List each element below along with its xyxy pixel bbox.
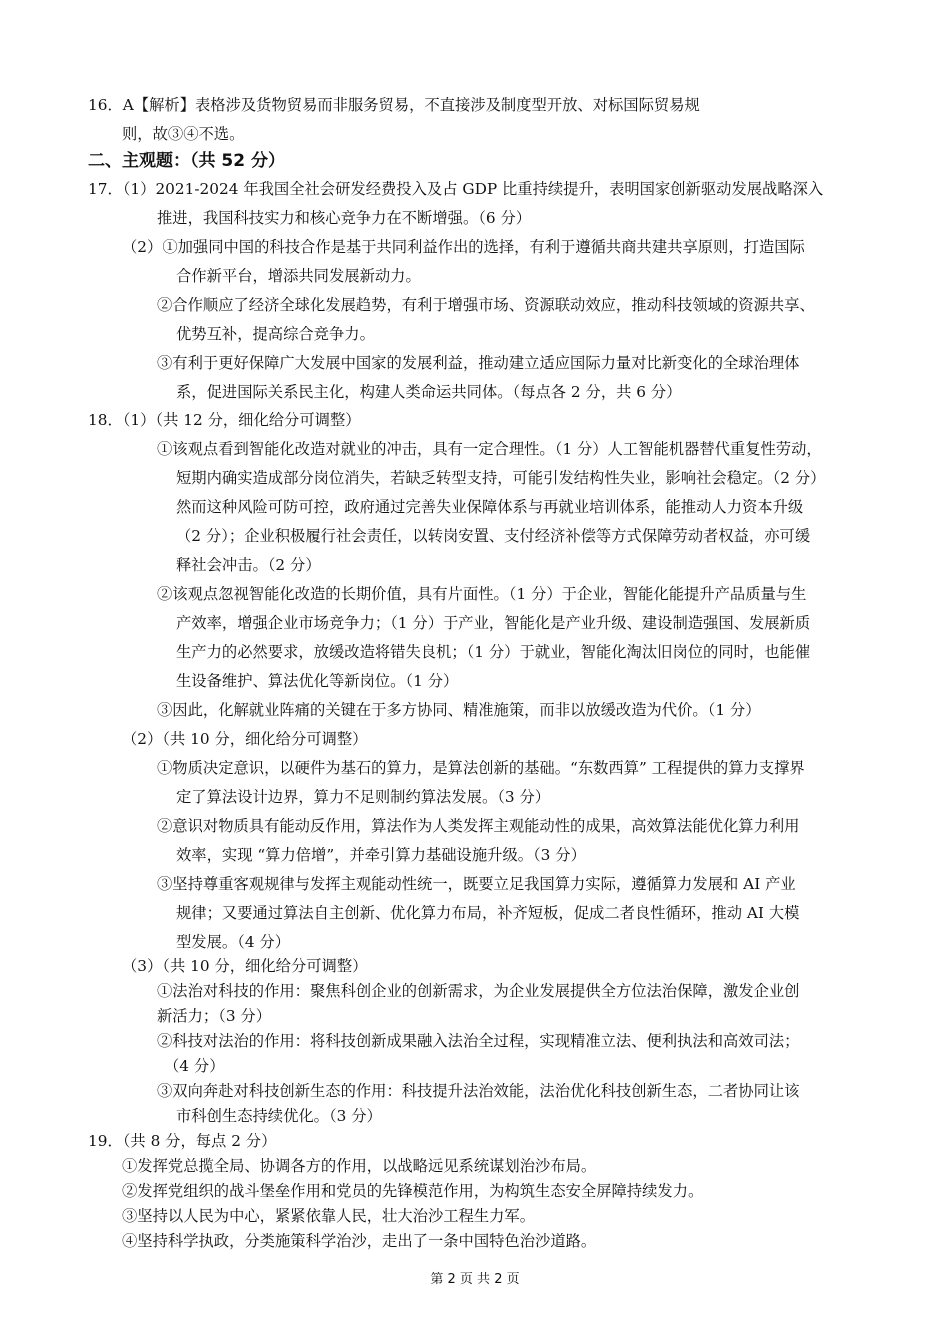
q19-line-3: ③坚持以人民为中心，紧紧依靠人民，壮大治沙工程生力军。 — [122, 1207, 536, 1225]
q18-part3-line-1: ①法治对科技的作用：聚焦科创企业的创新需求，为企业发展提供全方位法治保障，激发企业创 — [157, 982, 800, 1000]
q18-part3-line-3: ②科技对法治的作用：将科技创新成果融入法治全过程，实现精准立法、便利执法和高效司法； — [157, 1032, 800, 1050]
q18-part1-line-9: 生设备维护、算法优化等新岗位。（1 分） — [176, 672, 459, 690]
q17-part2-line-4: 优势互补，提高综合竞争力。 — [176, 325, 375, 343]
q18-part2-line-5: ③坚持尊重客观规律与发挥主观能动性统一，既要立足我国算力实际，遵循算力发展和 AI 产业 — [157, 875, 796, 893]
q17-part2-line-3: ②合作顺应了经济全球化发展趋势，有利于增强市场、资源联动效应，推动科技领域的资源共享、 — [157, 296, 815, 314]
q18-part1-heading: 18．（1）（共 12 分，细化给分可调整） — [88, 411, 361, 429]
q18-part2-line-1: ①物质决定意识，以硬件为基石的算力，是算法创新的基础。“东数西算” 工程提供的算力支撑界 — [157, 759, 805, 777]
q17-part2-line-5: ③有利于更好保障广大发展中国家的发展利益，推动建立适应国际力量对比新变化的全球治理体 — [157, 354, 800, 372]
q18-part1-line-3: 然而这种风险可防可控，政府通过完善失业保障体系与再就业培训体系，能推动人力资本升级 — [176, 498, 804, 516]
q18-part3-line-4: （4 分） — [164, 1057, 225, 1075]
q17-part1-line-1: 17．（1）2021-2024 年我国全社会研发经费投入及占 GDP 比重持续提升，表明国家创新驱动发展战略深入 — [88, 180, 824, 198]
q19-line-4: ④坚持科学执政，分类施策科学治沙，走出了一条中国特色治沙道路。 — [122, 1232, 597, 1250]
q18-part3-line-5: ③双向奔赴对科技创新生态的作用：科技提升法治效能，法治优化科技创新生态，二者协同让该 — [157, 1082, 800, 1100]
q18-part2-line-4: 效率，实现 “算力倍增”，并牵引算力基础设施升级。（3 分） — [176, 846, 586, 864]
page-number-footer: 第 2 页 共 2 页 — [430, 1272, 520, 1287]
q18-part1-line-5: 释社会冲击。（2 分） — [176, 556, 321, 574]
q18-part2-line-2: 定了算法设计边界，算力不足则制约算法发展。（3 分） — [176, 788, 551, 806]
q17-part2-line-6: 系，促进国际关系民主化，构建人类命运共同体。（每点各 2 分，共 6 分） — [176, 383, 682, 401]
q18-part1-line-1: ①该观点看到智能化改造对就业的冲击，具有一定合理性。（1 分）人工智能机器替代重复性劳动， — [157, 440, 822, 458]
q18-part1-line-7: 产效率，增强企业市场竞争力；（1 分）于产业，智能化是产业升级、建设制造强国、发展新质 — [176, 614, 811, 632]
q18-part1-line-4: （2 分）；企业积极履行社会责任，以转岗安置、支付经济补偿等方式保障劳动者权益，亦可缓 — [176, 527, 811, 545]
q19-line-1: ①发挥党总揽全局、协调各方的作用，以战略远见系统谋划治沙布局。 — [122, 1157, 597, 1175]
q17-part2-line-1: （2）①加强同中国的科技合作是基于共同利益作出的选择，有利于遵循共商共建共享原则，打造国际 — [122, 238, 805, 256]
q19-heading: 19．（共 8 分，每点 2 分） — [88, 1132, 277, 1150]
q18-part2-line-7: 型发展。（4 分） — [176, 933, 291, 951]
section-heading-subjective: 二、主观题：（共 52 分） — [88, 151, 285, 171]
q17-part1-line-2: 推进，我国科技实力和核心竞争力在不断增强。（6 分） — [157, 209, 532, 227]
q18-part1-line-6: ②该观点忽视智能化改造的长期价值，具有片面性。（1 分）于企业，智能化能提升产品质量与生 — [157, 585, 807, 603]
q19-line-2: ②发挥党组织的战斗堡垒作用和党员的先锋模范作用，为构筑生态安全屏障持续发力。 — [122, 1182, 704, 1200]
q16-line-1: 16．A【解析】表格涉及货物贸易而非服务贸易，不直接涉及制度型开放、对标国际贸易规 — [88, 96, 700, 114]
q18-part1-line-10: ③因此，化解就业阵痛的关键在于多方协同、精准施策，而非以放缓改造为代价。（1 分） — [157, 701, 761, 719]
q18-part1-line-8: 生产力的必然要求，放缓改造将错失良机；（1 分）于就业，智能化淘汰旧岗位的同时，也能催 — [176, 643, 811, 661]
q16-line-2: 则，故③④不选。 — [122, 125, 245, 143]
q18-part2-line-6: 规律；又要通过算法自主创新、优化算力布局，补齐短板，促成二者良性循环，推动 AI 大模 — [176, 904, 800, 922]
q18-part3-line-6: 市科创生态持续优化。（3 分） — [176, 1107, 382, 1125]
q17-part2-line-2: 合作新平台，增添共同发展新动力。 — [176, 267, 421, 285]
q18-part3-line-2: 新活力；（3 分） — [157, 1007, 272, 1025]
q18-part2-line-3: ②意识对物质具有能动反作用，算法作为人类发挥主观能动性的成果，高效算法能优化算力利用 — [157, 817, 800, 835]
q18-part3-heading: （3）（共 10 分，细化给分可调整） — [122, 957, 368, 975]
q18-part2-heading: （2）（共 10 分，细化给分可调整） — [122, 730, 368, 748]
q18-part1-line-2: 短期内确实造成部分岗位消失，若缺乏转型支持，可能引发结构性失业，影响社会稳定。（2 分） — [176, 469, 826, 487]
